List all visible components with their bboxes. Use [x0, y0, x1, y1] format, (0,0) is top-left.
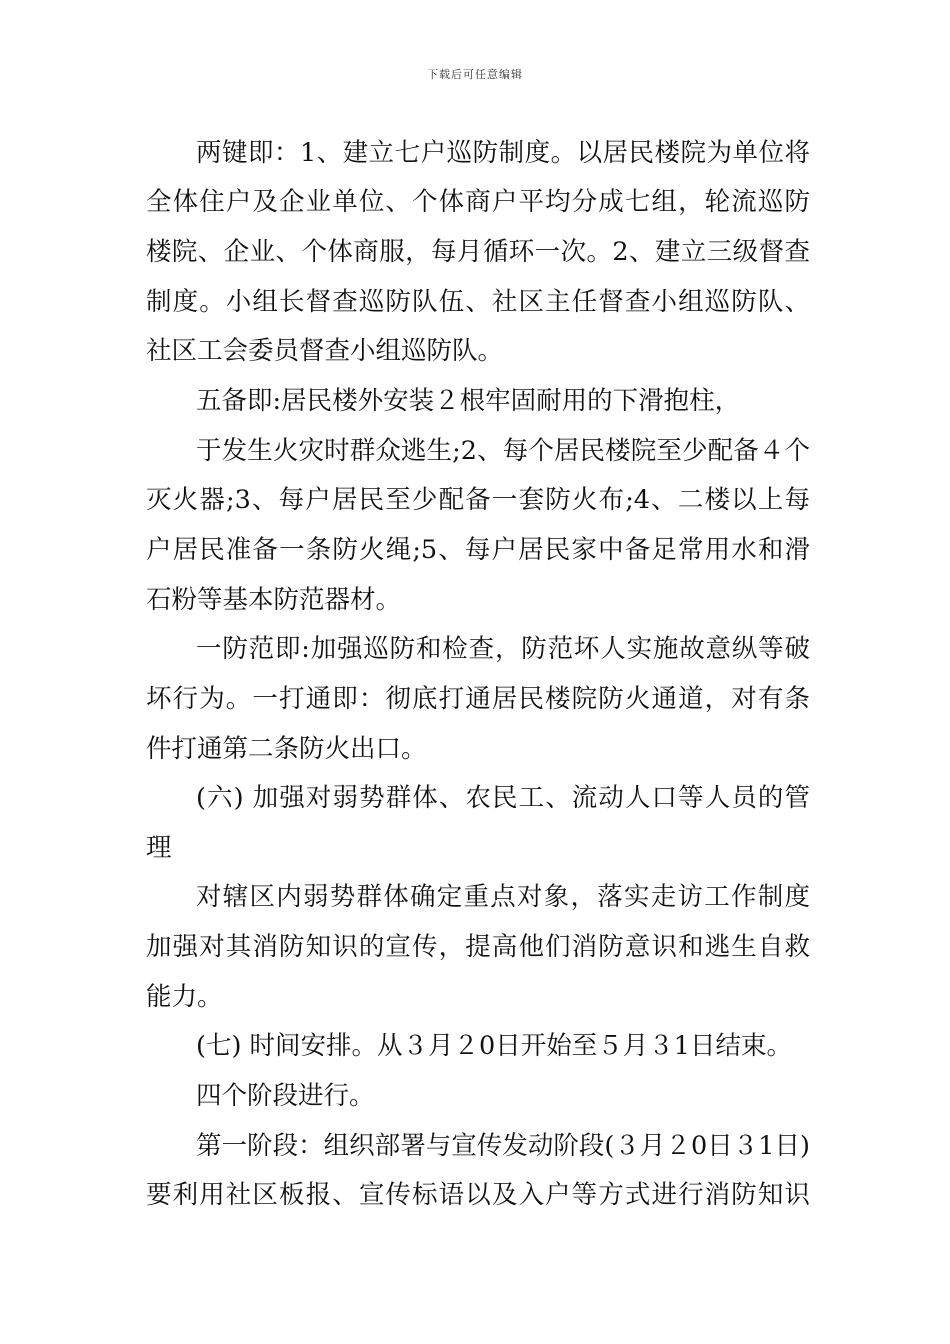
text-line: 全体住户及企业单位、个体商户平均分成七组，轮流巡防	[146, 187, 810, 217]
text-line: 两键即：1、建立七户巡防制度。以居民楼院为单位将	[196, 138, 810, 168]
text-line: 件打通第二条防火出口。	[146, 734, 427, 764]
text-line: 五备即:居民楼外安装２根牢固耐用的下滑抱柱，	[196, 386, 741, 416]
text-line: 四个阶段进行。	[196, 1081, 375, 1111]
text-line: 于发生火灾时群众逃生;2、每个居民楼院至少配备４个	[196, 436, 810, 466]
text-line: 石粉等基本防范器材。	[146, 585, 402, 615]
text-line: 对辖区内弱势群体确定重点对象，落实走访工作制度	[196, 882, 810, 912]
text-line: (七) 时间安排。从３月２0日开始至５月３1日结束。	[196, 1031, 792, 1061]
text-line: 加强对其消防知识的宣传，提高他们消防意识和逃生自救	[146, 932, 810, 962]
text-line: (六) 加强对弱势群体、农民工、流动人口等人员的管	[196, 783, 810, 813]
text-line: 灭火器;3、每户居民至少配备一套防火布;4、二楼以上每	[146, 485, 810, 515]
text-line: 制度。小组长督查巡防队伍、社区主任督查小组巡防队、	[146, 287, 810, 317]
header-note: 下载后可任意编辑	[427, 68, 523, 81]
text-line: 楼院、企业、个体商服，每月循环一次。2、建立三级督查	[146, 237, 810, 267]
text-line: 一防范即:加强巡防和检查，防范坏人实施故意纵等破	[196, 634, 810, 664]
text-line: 社区工会委员督查小组巡防队。	[146, 336, 504, 366]
text-line: 要利用社区板报、宣传标语以及入户等方式进行消防知识	[146, 1180, 810, 1210]
text-line: 户居民准备一条防火绳;5、每户居民家中备足常用水和滑	[146, 535, 810, 565]
text-line: 能力。	[146, 982, 223, 1012]
text-line: 理	[146, 833, 172, 863]
text-line: 坏行为。一打通即：彻底打通居民楼院防火通道，对有条	[146, 684, 810, 714]
text-line: 第一阶段：组织部署与宣传发动阶段(３月２0日３1日)	[196, 1131, 810, 1161]
